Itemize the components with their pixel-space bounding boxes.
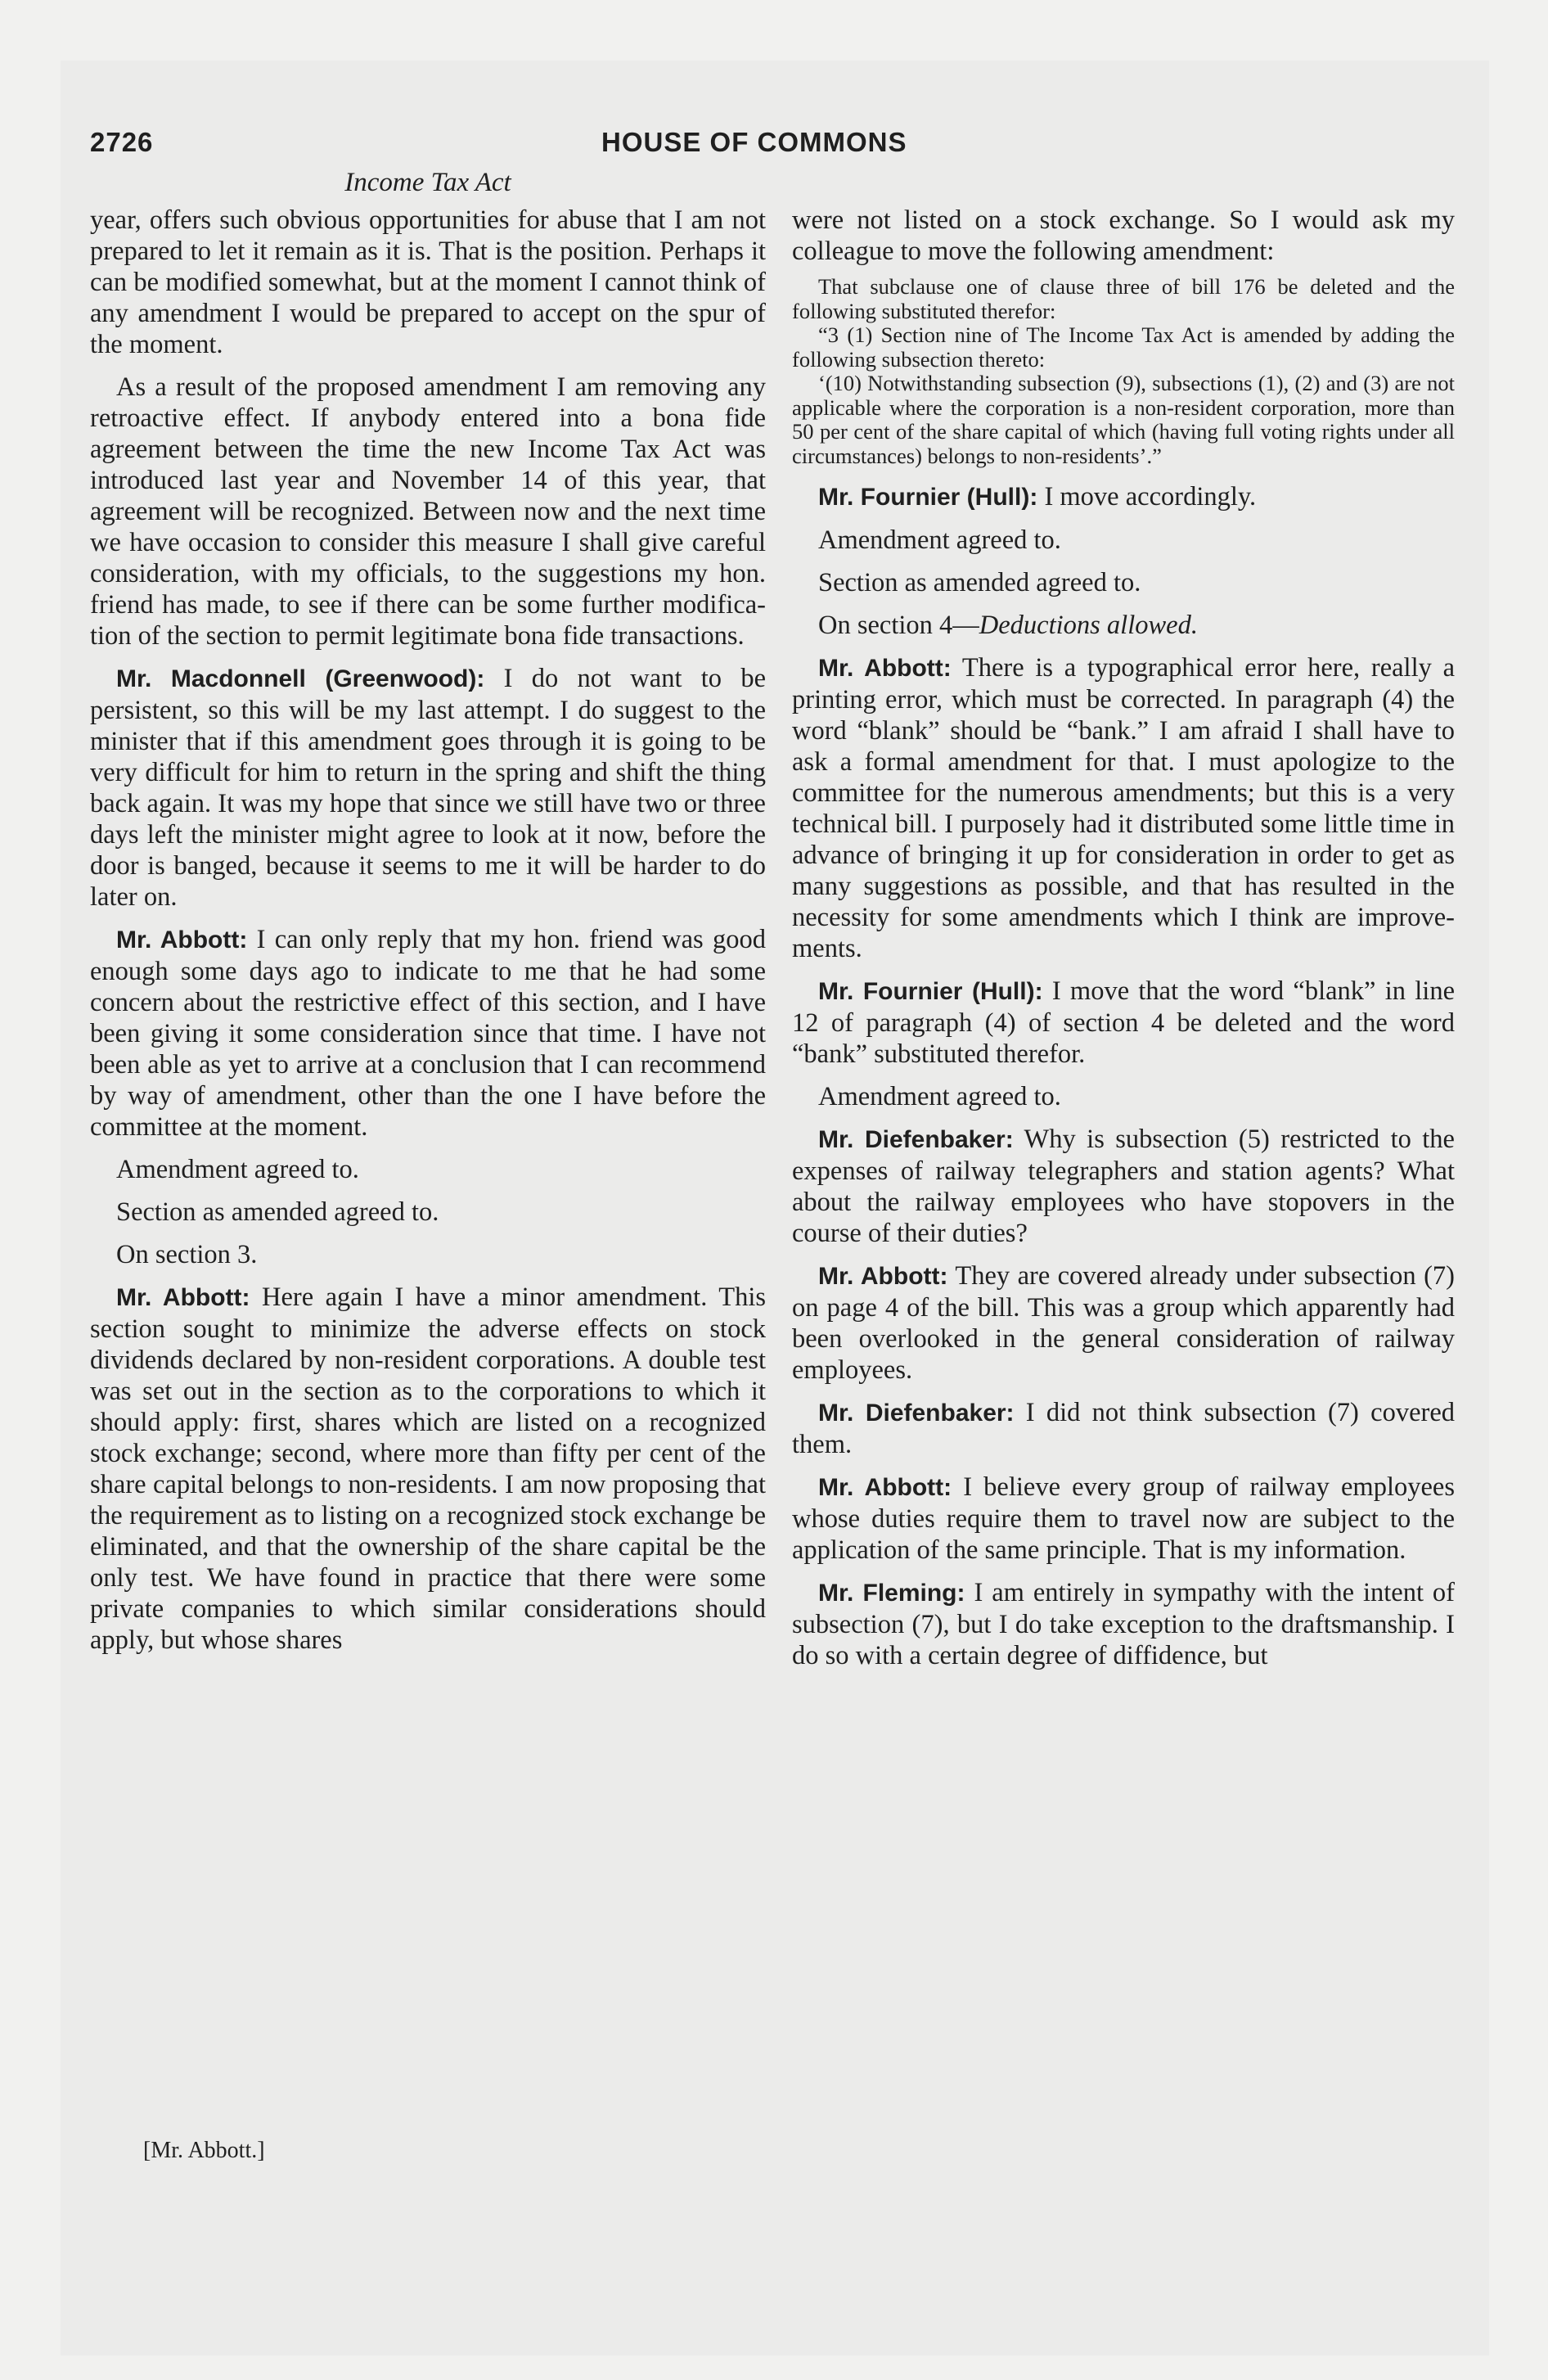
page-header-title: HOUSE OF COMMONS (601, 127, 907, 157)
speaker-name: Mr. Abbott: (818, 1263, 948, 1290)
procedural-note: Section as amended agreed to. (116, 1197, 439, 1227)
speech-text: Why is subsection (5) restricted to the expenses of railway telegraphers and station agents? What about the railway employees who have stopovers in the course of their duties? (792, 1125, 1455, 1248)
speech (792, 1124, 1455, 1249)
speaker-name: Mr. Abbott: (116, 926, 248, 953)
speaker-name: Mr. Fournier (Hull): (818, 484, 1038, 511)
procedural-note: Amendment agreed to. (818, 525, 1061, 555)
paragraph: As a result of the proposed amendment I am removing any retroactive effect. If anybody entered into a bona fide agreement between the time the new Income Tax Act was introduced last year and November 14 of this year, that agreement will be recognized. Between now and the next time we have occasion to consider this measure I shall give careful consideration, with my officials, to the suggestions my hon. friend has made, to see if there can be some further modification of the section to permit legitimate bona fide transactions. (90, 372, 766, 651)
speech (90, 1282, 766, 1656)
right-column (792, 205, 1455, 1671)
speech (792, 976, 1455, 1070)
speaker-name: Mr. Diefenbaker: (818, 1126, 1014, 1153)
section-lead: On section 4— (818, 611, 979, 640)
procedural-note: On section 3. (116, 1240, 258, 1269)
speech-text: Here again I have a minor amendment. This section sought to minimize the adverse effects on stock dividends declared by non-resident corporations. A double test was set out in the section as to the corporations to which it should apply: first, shares which are listed on a recognized stock exchange; second, where more than fifty per cent of the share capital belongs to non-residents. I am now proposing that the requirement as to listing on a recognized stock exchange be eliminated, and that the ownership of the share capital be the only test. We have found in practice that there were some private companies to which similar considerations should apply, but whose shares (90, 1282, 766, 1655)
speech (792, 1397, 1455, 1460)
speech (792, 1577, 1455, 1671)
speech-text: I can only reply that my hon. friend was good enough some days ago to indicate to me that he had some concern about the restrictive effect of this section, and I have been giving it some consideration since that time. I have not been able as yet to arrive at a conclusion that I can recommend by way of amendment, other than the one I have before the committee at the moment. (90, 925, 766, 1142)
speaker-name: Mr. Fournier (Hull): (818, 978, 1043, 1005)
paragraph: year, offers such obvious opportunities for abuse that I am not prepared to let it remain as it is. That is the position. Perhaps it can be modified somewhat, but at the moment I cannot think of any amendment I would be prepared to accept on the spur of the moment. (90, 205, 766, 359)
procedural-note: Section as amended agreed to. (818, 568, 1141, 597)
speaker-name: Mr. Abbott: (818, 655, 952, 682)
speech-text: I believe every group of railway employees whose duties require them to travel now are subject to the application of the same principle. That is my information. (792, 1472, 1455, 1565)
page-number: 2726 (90, 127, 154, 157)
speech-text: There is a typographical error here, really a printing error, which must be corrected. In paragraph (4) the word “blank” should be “bank.” I am afraid I shall have to ask a formal amendment for that. I must apologize to the committee for the numerous amendments; but this is a very technical bill. I purposely had it distributed some little time in advance of bringing it up for consideration in order to get as many suggestions as possible, and that has resulted in the necessity for some amendments which I think are improvements. (792, 653, 1455, 963)
paragraph: were not listed on a stock exchange. So I would ask my colleague to move the following amendment: (792, 205, 1455, 266)
running-subtitle: Income Tax Act (344, 168, 511, 197)
footer-speaker-note: [Mr. Abbott.] (143, 2138, 265, 2163)
quoted-motion: ‘(10) Notwithstanding subsection (9), subsections (1), (2) and (3) are not applicable where the corporation is a non-resident corporation, more than 50 per cent of the share capital of which (having full voting rights under all circumstances) belongs to non-residents’.” (792, 371, 1455, 468)
left-column (90, 205, 766, 1656)
speech-text: I do not want to be persistent, so this will be my last attempt. I do suggest to the minister that if this amendment goes through it is going to be very difficult for him to return in the spring and shift the thing back again. It was my hope that since we still have two or three days left the minister might agree to look at it now, before the door is banged, because it seems to me it will be harder to do later on. (90, 664, 766, 912)
speech-text: I move that the word “blank” in line 12 of paragraph (4) of section 4 be deleted and the word “bank” substituted therefor. (792, 976, 1455, 1069)
speech (792, 1260, 1455, 1386)
speaker-name: Mr. Macdonnell (Greenwood): (116, 665, 485, 692)
speech (792, 1472, 1455, 1566)
speaker-name: Mr. Fleming: (818, 1580, 965, 1607)
speaker-name: Mr. Abbott: (818, 1474, 952, 1501)
speech (792, 652, 1455, 964)
speaker-name: Mr. Diefenbaker: (818, 1400, 1015, 1427)
speech-text: I am entirely in sympathy with the intent of subsection (7), but I do take exception to the draftsmanship. I do so with a certain degree of diffidence, but (792, 1578, 1455, 1670)
procedural-note: Amendment agreed to. (818, 1082, 1061, 1111)
section-title: Deductions allowed. (979, 611, 1198, 640)
speech (90, 663, 766, 913)
section-heading (792, 610, 1455, 641)
speech (90, 924, 766, 1143)
speech (792, 481, 1455, 513)
speech-text: I did not think subsection (7) covered them. (792, 1398, 1455, 1459)
quoted-motion: That subclause one of clause three of bill 176 be deleted and the following substituted therefor: (792, 274, 1455, 323)
speech-text: They are covered already under subsection (7) on page 4 of the bill. This was a group which apparently had been overlooked in the general consideration of railway employees. (792, 1261, 1455, 1385)
speaker-name: Mr. Abbott: (116, 1284, 250, 1311)
quoted-motion: “3 (1) Section nine of The Income Tax Act is amended by adding the following subsection thereto: (792, 322, 1455, 372)
procedural-note: Amendment agreed to. (116, 1155, 359, 1184)
speech-text: I move accordingly. (1037, 482, 1257, 512)
